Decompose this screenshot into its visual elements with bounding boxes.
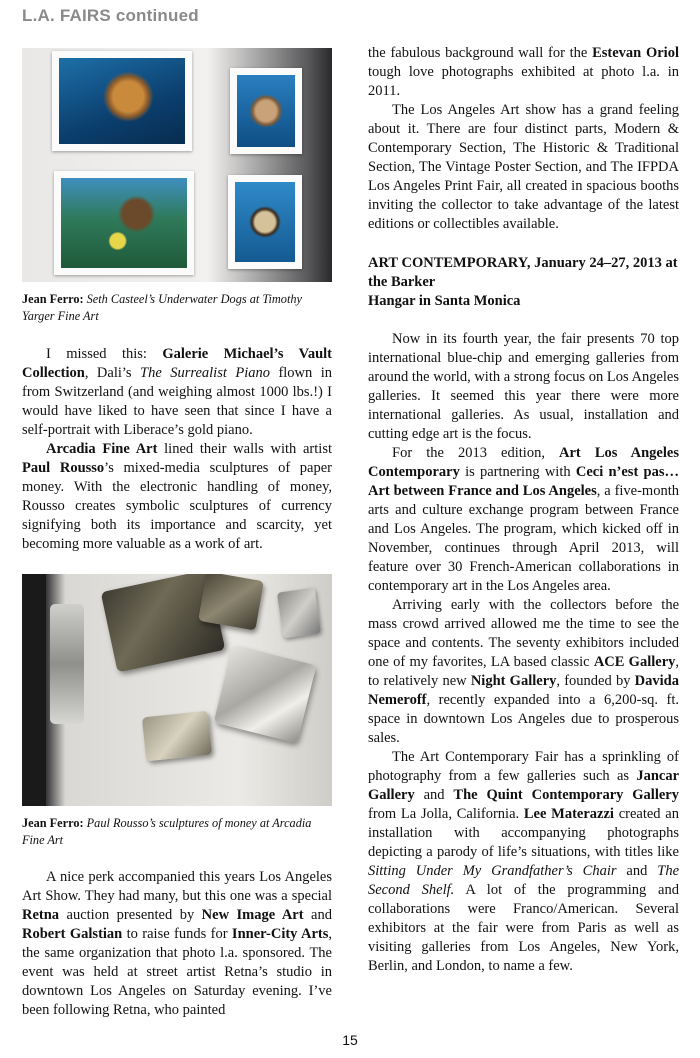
framed-photo: [52, 51, 192, 151]
paragraph: the fabulous background wall for the Estevan Oriol tough love photographs exhibited at photo l.a. in 2011.: [368, 45, 679, 99]
money-sculpture: [142, 711, 212, 762]
paragraph: The Art Contemporary Fair has a sprinkling of photography from a few galleries such as Jancar Gallery and The Quint Contemporary Gallery from La Jolla, California. Lee Materazzi created an installation with accompanying photographs depicting a parody of life’s situations, with titles like Sitting Under My Grandfather’s Chair and The Second Shelf. A lot of the programming and collaborations were Franco/American. Several exhibitors at the fair were from Paris as well as visiting galleries from Los Angeles, New York, Berlin, and London, to name a few.: [368, 749, 679, 974]
framed-photo: [228, 175, 302, 269]
paragraph: A nice perk accompanied this years Los Angeles Art Show. They had many, but this one was a special Retna auction presented by New Image Art and Robert Galstian to raise funds for Inner-City Arts, the same organization that photo l.a. sponsored. The event was held at street artist Retna’s studio in downtown Los Angeles on Saturday evening. I’ve been following Retna, who painted: [22, 869, 333, 1018]
paragraph: The Los Angeles Art show has a grand feeling about it. There are four distinct parts, Modern & Contemporary Section, The Historic & Traditional Section, The Vintage Poster Section, and The IFPDA Los Angeles Print Fair, all created in spacious booths inviting the collector to take advantage of the latest editions or collectibles available.: [368, 102, 679, 232]
paragraph: Arcadia Fine Art lined their walls with artist Paul Rousso’s mixed-media sculptures of paper money. With the electronic handling of money, Rousso creates symbolic sculptures of currency signifying both its importance and scarcity, yet becoming more valuable as a work of art.: [22, 441, 332, 552]
money-sculpture: [50, 604, 84, 724]
photo-underwater-dogs: [22, 48, 332, 282]
newspaper-sculpture: [214, 645, 317, 743]
money-sculpture: [198, 574, 264, 631]
paragraph: I missed this: Galerie Michael’s Vault Collection, Dali’s The Surrealist Piano flown in from Switzerland (and weighing almost 1000 lbs.!) I would have liked to have seen that since I have a self-portrait with Liberace’s gold piano.: [22, 346, 333, 438]
section-heading: ART CONTEMPORARY, January 24–27, 2013 at the Barker Hangar in Santa Monica: [368, 255, 678, 309]
photo-caption: Jean Ferro: Paul Rousso’s sculptures of money at Arcadia Fine Art: [22, 816, 312, 847]
photo-money-sculptures: [22, 574, 332, 806]
framed-photo: [54, 171, 194, 275]
page-number: 15: [342, 1032, 358, 1048]
paragraph: Arriving early with the collectors before the mass crowd arrived allowed me the time to see the space and contents. The seventy exhibitors included one of my favorites, LA based classic ACE Gallery, to relatively new Night Gallery, founded by Davida Nemeroff, recently expanded into a 6,200-sq. ft. space in downtown Los Angeles due to prosperous sales.: [368, 597, 680, 746]
paragraph: For the 2013 edition, Art Los Angeles Contemporary is partnering with Ceci n’est pas… Art between France and Los Angeles, a five-month arts and culture exchange program between France and Los Angeles. The program, which kicked off in November, continues through April 2013, will feature over 30 French-American collaborations in contemporary art in the Los Angeles area.: [368, 445, 679, 594]
framed-photo: [230, 68, 302, 154]
money-sculpture: [277, 588, 321, 639]
right-column: [368, 44, 679, 976]
photo-caption: Jean Ferro: Seth Casteel’s Underwater Dogs at Timothy Yarger Fine Art: [22, 292, 302, 323]
left-column: [22, 48, 332, 1020]
paragraph: Now in its fourth year, the fair presents 70 top international blue-chip and emerging galleries from around the world, with a strong focus on Los Angeles galleries. It seemed this year there were more international galleries. As usual, installation and cutting edge art is the focus.: [368, 331, 679, 442]
running-header: L.A. FAIRS continued: [22, 6, 199, 25]
